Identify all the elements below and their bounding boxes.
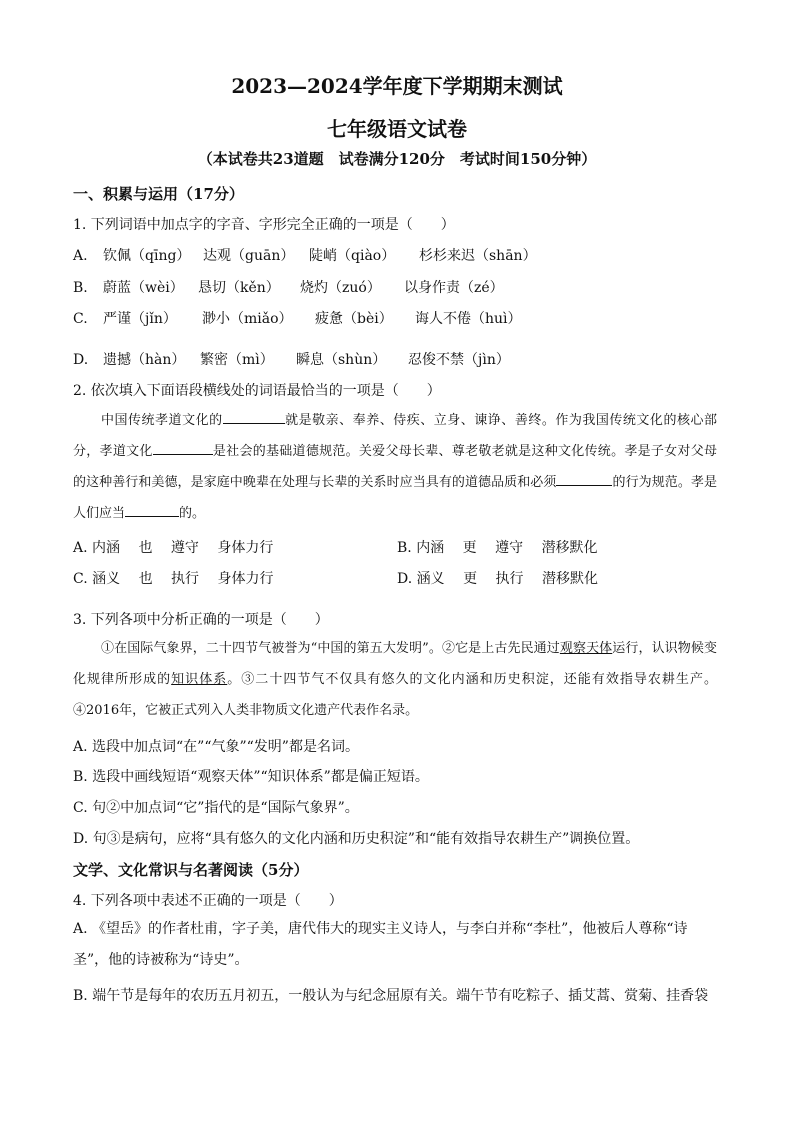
option-item: 达观（guān）	[203, 248, 295, 264]
option-row	[73, 308, 522, 328]
question-stem: 4. 下列各项中表述不正确的一项是（ ）	[73, 893, 343, 909]
option-row	[73, 349, 510, 369]
exam-title: 2023—2024学年度下学期期末测试	[231, 74, 563, 98]
option-d: D. 句③是病句，应将“具有悠久的文化内涵和历史积淀”和“能有效指导农耕生产”调换位置。	[73, 831, 640, 847]
question-stem: 2. 依次填入下面语段横线处的词语最恰当的一项是（ ）	[73, 383, 441, 399]
option-b: B. 选段中画线短语“观察天体”“知识体系”都是偏正短语。	[73, 769, 429, 785]
fill-blank	[153, 440, 213, 455]
option-a: A. 《望岳》的作者杜甫，字子美，唐代伟大的现实主义诗人，与李白并称“李杜”，他被后人尊称“诗圣”，他的诗被称为“诗史”。	[73, 921, 688, 968]
option-item: 遗撼（hàn）	[103, 352, 186, 368]
exam-subtitle: 七年级语文试卷	[327, 117, 467, 141]
passage-text: 就是敬亲、奉养、侍疾、立身、谏诤、善终。作为我国传统文化的核心部分，孝道文化	[73, 413, 717, 459]
reading-passage	[73, 633, 717, 726]
option-label: B.	[73, 280, 88, 296]
option-label: C.	[73, 311, 88, 327]
option-row	[73, 568, 598, 588]
option-item: 蔚蓝（wèi）	[103, 280, 184, 296]
option-c: C. 涵义 也 执行 身体力行	[73, 571, 274, 587]
option-item: 繁密（mì）	[200, 352, 274, 368]
passage-text: 的行为规范。孝是人们应当	[73, 475, 717, 521]
fill-blank	[125, 502, 179, 517]
exam-info: （本试卷共23道题 试卷满分120分 考试时间150分钟）	[197, 150, 597, 168]
option-d: D. 涵义 更 执行 潜移默化	[397, 571, 598, 587]
option-item: 诲人不倦（huì）	[415, 311, 522, 327]
passage-text: 是社会的基础道德规范。关爱父母长辈、尊老敬老就是这种文化传统。孝是子女对父母的这种善行和美德，是家庭中晚辈在处理与长辈的关系时应当具有的道德品质和必须	[73, 444, 717, 490]
option-a: A. 选段中加点词“在”“气象”“发明”都是名词。	[73, 739, 359, 755]
passage-text: 的。	[179, 506, 206, 521]
option-label: A.	[73, 248, 88, 264]
option-item: 陡峭（qiào）	[309, 248, 396, 264]
section-heading: 一、积累与运用（17分）	[73, 185, 244, 203]
underlined-phrase: 观察天体	[559, 641, 613, 656]
option-row	[73, 245, 537, 265]
option-item: 瞬息（shùn）	[296, 352, 387, 368]
option-b: B. 内涵 更 遵守 潜移默化	[397, 540, 598, 556]
passage-text: ①在国际气象界，二十四节气被誉为“中国的第五大发明”。②它是上古先民通过	[101, 641, 560, 656]
option-item: 钦佩（qīng）	[103, 248, 191, 264]
fill-blank	[223, 409, 285, 424]
option-c: C. 句②中加点词“它”指代的是“国际气象界”。	[73, 800, 359, 816]
question-stem: 3. 下列各项中分析正确的一项是（ ）	[73, 612, 329, 628]
option-item: 烧灼（zuó）	[300, 280, 381, 296]
option-item: 杉杉来迟（shān）	[419, 248, 537, 264]
option-item: 恳切（kěn）	[198, 280, 280, 296]
option-item: 以身作责（zé）	[404, 280, 504, 296]
reading-passage	[73, 405, 717, 529]
fill-blank	[556, 471, 612, 486]
option-row	[73, 537, 598, 557]
option-item: 疲惫（bèi）	[315, 311, 393, 327]
option-item: 忍俊不禁（jìn）	[408, 352, 510, 368]
option-label: D.	[73, 352, 89, 368]
underlined-phrase: 知识体系	[171, 672, 228, 687]
option-row	[73, 277, 504, 297]
passage-text: 中国传统孝道文化的	[101, 413, 223, 428]
question-stem: 1. 下列词语中加点字的字音、字形完全正确的一项是（ ）	[73, 217, 455, 233]
option-item: 严谨（jǐn）	[103, 311, 177, 327]
section-heading: 文学、文化常识与名著阅读（5分）	[73, 861, 309, 879]
option-item: 渺小（miǎo）	[202, 311, 293, 327]
option-b: B. 端午节是每年的农历五月初五，一般认为与纪念屈原有关。端午节有吃粽子、插艾蒿、赏菊、挂香袋	[73, 988, 709, 1004]
passage-text: 。③二十四节气不仅具有悠久的文化内涵和历史积淀，还能有效指导农耕生产。④2016年，它被正式列入人类非物质文化遗产代表作名录。	[73, 672, 717, 718]
option-a: A. 内涵 也 遵守 身体力行	[73, 540, 274, 556]
passage-text: 运行，认识物候变化规律所形成的	[73, 641, 717, 687]
